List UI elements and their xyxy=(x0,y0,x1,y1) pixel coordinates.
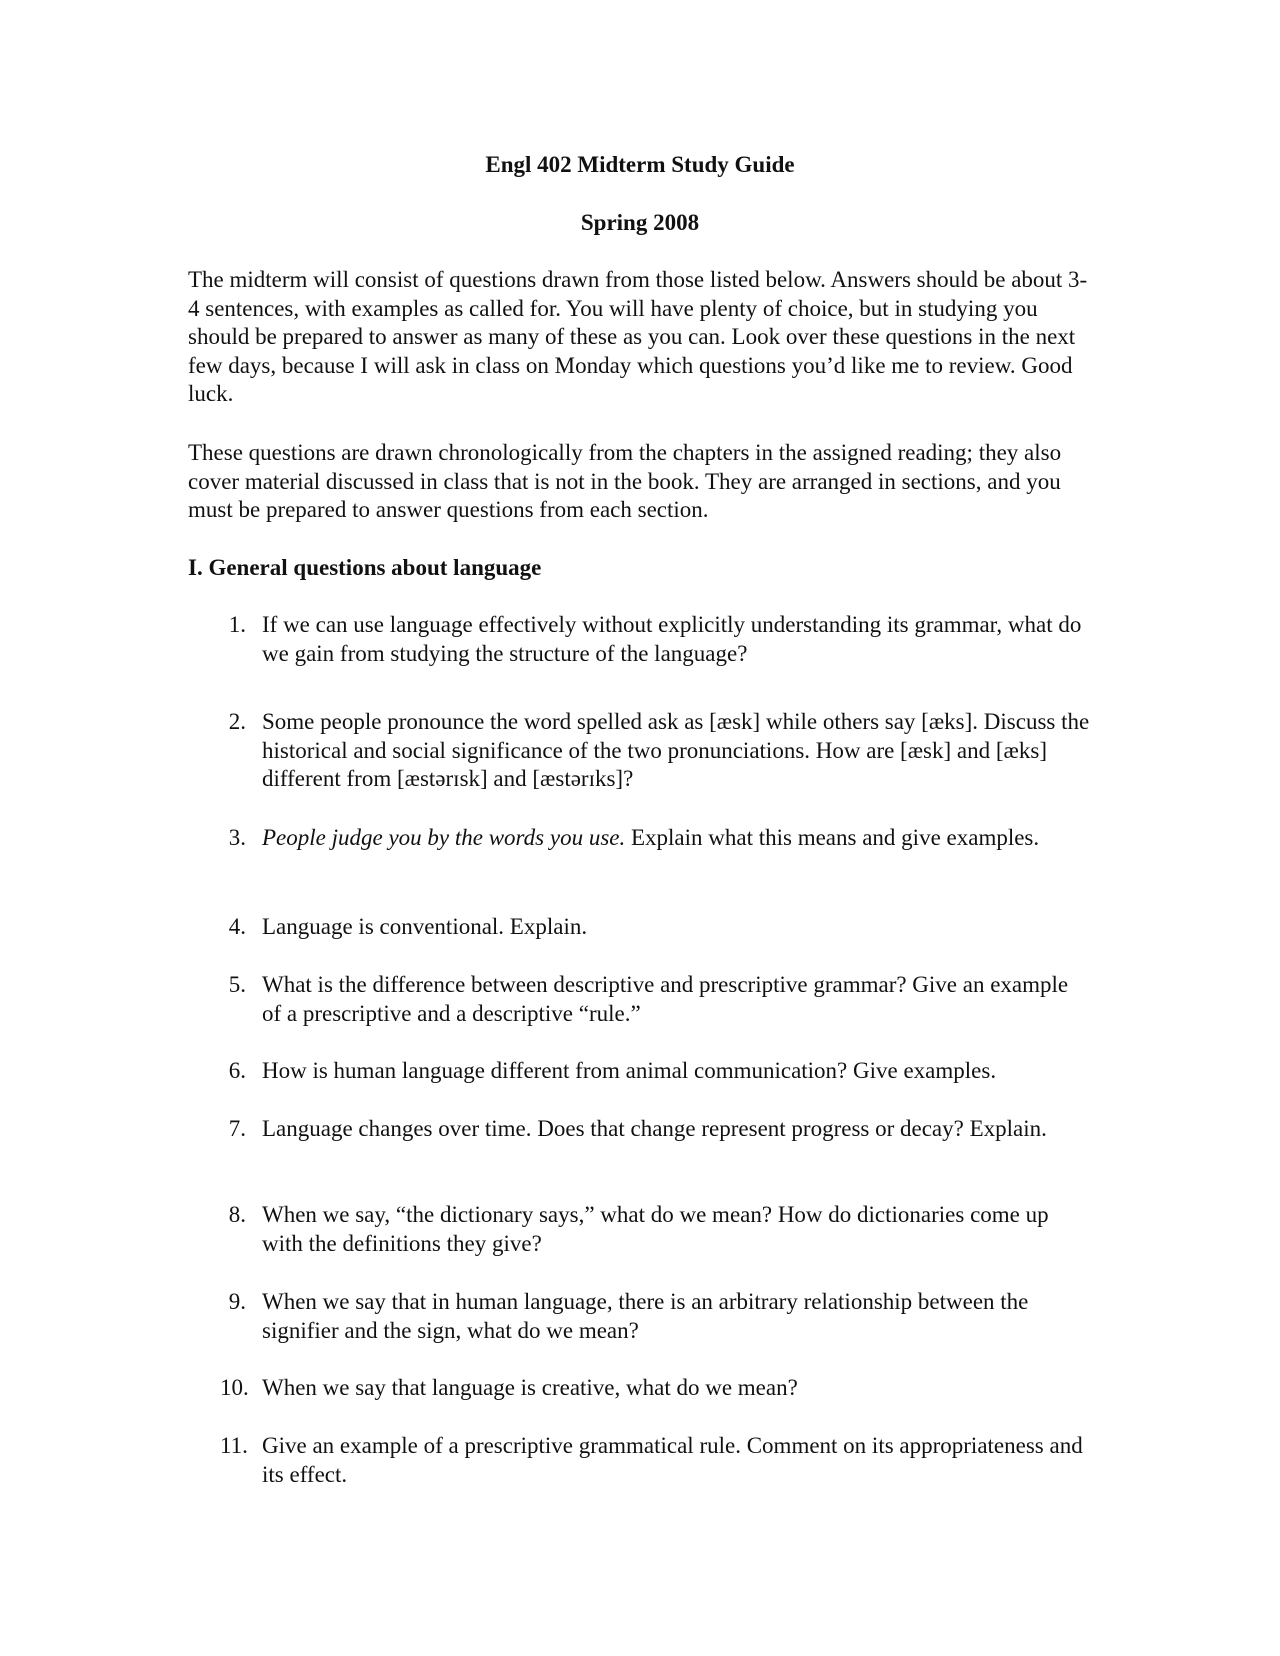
question-italic-phrase: People judge you by the words you use. xyxy=(262,825,626,850)
section-heading: I. General questions about language xyxy=(188,555,542,580)
question-item xyxy=(220,971,1100,1028)
question-text: How is human language different from animal communication? Give examples. xyxy=(262,1058,997,1083)
question-number: 10. xyxy=(220,1375,249,1400)
question-text: Language changes over time. Does that change represent progress or decay? Explain. xyxy=(262,1116,1047,1141)
question-item xyxy=(220,1432,1100,1489)
question-item xyxy=(220,1057,1100,1086)
question-number: 11. xyxy=(220,1433,248,1458)
question-text: When we say that in human language, there is an arbitrary relationship between the signifier and the sign, what do we mean? xyxy=(262,1289,1029,1343)
document-subtitle: Spring 2008 xyxy=(580,210,700,235)
question-text: When we say, “the dictionary says,” what do we mean? How do dictionaries come up with the definitions they give? xyxy=(262,1202,1049,1256)
question-number: 4. xyxy=(228,914,246,939)
question-item xyxy=(220,611,1100,668)
question-text: Give an example of a prescriptive grammatical rule. Comment on its appropriateness and its effect. xyxy=(262,1433,1083,1487)
question-text: Some people pronounce the word spelled ask as [æsk] while others say [æks]. Discuss the historical and social significance of the two pronunciations. How are [æsk] and [æks] different from [æstərɪsk] and [æstərɪks]? xyxy=(262,709,1090,792)
sections-note-paragraph: These questions are drawn chronologically from the chapters in the assigned reading; they also cover material discussed in class that is not in the book. They are arranged in sections, and you must be prepared to answer questions from each section. xyxy=(188,440,1062,523)
question-item xyxy=(220,1201,1100,1258)
document-title: Engl 402 Midterm Study Guide xyxy=(485,152,795,177)
question-number: 5. xyxy=(228,972,246,997)
question-text xyxy=(262,824,1092,853)
question-text: If we can use language effectively without explicitly understanding its grammar, what do we gain from studying the structure of the language? xyxy=(262,612,1082,666)
question-text: Language is conventional. Explain. xyxy=(262,914,588,939)
question-item xyxy=(220,708,1100,794)
question-number: 1. xyxy=(228,612,246,637)
question-item xyxy=(220,1115,1100,1144)
question-number: 9. xyxy=(228,1289,246,1314)
question-number: 7. xyxy=(228,1116,246,1141)
question-number: 3. xyxy=(228,825,246,850)
question-number: 2. xyxy=(228,709,246,734)
question-number: 6. xyxy=(228,1058,246,1083)
question-text: When we say that language is creative, what do we mean? xyxy=(262,1375,798,1400)
question-item xyxy=(220,913,1100,942)
question-number: 8. xyxy=(228,1202,246,1227)
intro-paragraph: The midterm will consist of questions drawn from those listed below. Answers should be about 3-4 sentences, with examples as called for. You will have plenty of choice, but in studying you should be prepared to answer as many of these as you can. Look over these questions in the next few days, because I will ask in class on Monday which questions you’d like me to review. Good luck. xyxy=(188,267,1088,407)
question-item xyxy=(220,1374,1100,1403)
question-text: What is the difference between descriptive and prescriptive grammar? Give an example of a prescriptive and a descriptive “rule.” xyxy=(262,972,1069,1026)
question-item xyxy=(220,824,1100,853)
question-text-rest: Explain what this means and give examples. xyxy=(625,825,1040,850)
question-item xyxy=(220,1288,1100,1345)
